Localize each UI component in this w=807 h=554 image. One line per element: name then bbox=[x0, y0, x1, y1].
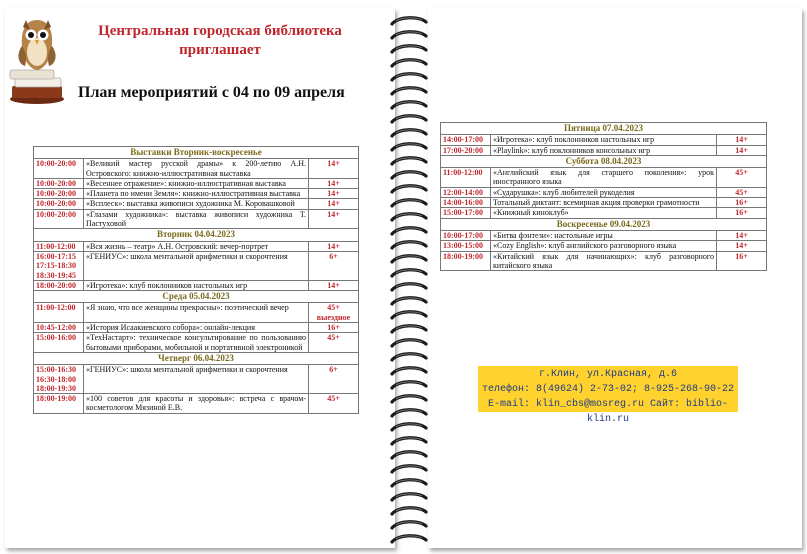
contact-address: г.Клин, ул.Красная, д.6 bbox=[538, 369, 678, 380]
table-row bbox=[34, 178, 359, 188]
event-time: 15:00-16:00 bbox=[34, 333, 84, 353]
event-age-rating: 45+ bbox=[309, 394, 359, 414]
section-header-row bbox=[34, 352, 359, 364]
event-time: 11:00-12:00 bbox=[441, 168, 491, 188]
section-heading: Суббота 08.04.2023 bbox=[441, 155, 767, 167]
event-description: «Китайский язык для начинающих»: клуб разговорного китайского языка bbox=[491, 251, 717, 271]
table-row bbox=[441, 241, 767, 251]
spiral-coil bbox=[392, 410, 426, 416]
spiral-coil bbox=[392, 242, 426, 248]
event-age-rating: 45+ bbox=[717, 187, 767, 197]
event-age-rating: 16+ bbox=[717, 251, 767, 271]
table-row bbox=[34, 280, 359, 290]
spiral-coil bbox=[392, 536, 426, 542]
event-description: «ТехНастарт»: техническое консультирование по пользованию бытовыми приборами, мобильной и портативной электроникой bbox=[84, 333, 309, 353]
event-description: «ГЕНИУС»: школа ментальной арифметики и скорочтения bbox=[84, 251, 309, 280]
event-description: «Книжный киноклуб» bbox=[491, 208, 717, 218]
event-description: «Playlink»: клуб поклонников консольных игр bbox=[491, 145, 717, 155]
table-row bbox=[34, 333, 359, 353]
spiral-coil bbox=[392, 424, 426, 430]
event-time: 18:00-20:00 bbox=[34, 280, 84, 290]
spiral-coil bbox=[392, 130, 426, 136]
event-time: 10:00-20:00 bbox=[34, 209, 84, 229]
event-time: 15:00-17:00 bbox=[441, 208, 491, 218]
table-row bbox=[34, 199, 359, 209]
spiral-coil bbox=[392, 144, 426, 150]
section-heading: Среда 05.04.2023 bbox=[34, 291, 359, 303]
table-row bbox=[34, 303, 359, 323]
section-heading: Воскресенье 09.04.2023 bbox=[441, 218, 767, 230]
spiral-coil bbox=[392, 46, 426, 52]
event-age-rating: 16+ bbox=[717, 198, 767, 208]
contact-box bbox=[478, 366, 738, 425]
section-heading: Четверг 06.04.2023 bbox=[34, 352, 359, 364]
event-time: 10:00-20:00 bbox=[34, 159, 84, 179]
section-header-row bbox=[441, 155, 767, 167]
spiral-coil bbox=[392, 508, 426, 514]
event-description: «Всплеск»: выставка живописи художника М. Коровашковой bbox=[84, 199, 309, 209]
table-row bbox=[34, 241, 359, 251]
table-row bbox=[34, 251, 359, 280]
event-age-rating: 14+ bbox=[309, 199, 359, 209]
event-description: «Битва фэнтези»: настольные игры bbox=[491, 230, 717, 240]
event-age-rating: 6+ bbox=[309, 251, 359, 280]
spiral-coil bbox=[392, 396, 426, 402]
spiral-coil bbox=[392, 354, 426, 360]
event-time: 11:00-12:00 bbox=[34, 241, 84, 251]
event-time: 14:00-16:00 bbox=[441, 198, 491, 208]
event-time: 10:00-20:00 bbox=[34, 178, 84, 188]
spiral-coil bbox=[392, 284, 426, 290]
event-time: 18:00-19:00 bbox=[34, 394, 84, 414]
table-row bbox=[441, 135, 767, 145]
table-row bbox=[34, 365, 359, 394]
section-header-row bbox=[441, 218, 767, 230]
spiral-coil bbox=[392, 368, 426, 374]
event-description: «100 советов для красоты и здоровья»: встреча с врачом-косметологом Мязиной Е.В. bbox=[84, 394, 309, 414]
event-age-rating: 14+ bbox=[717, 230, 767, 240]
section-header-row bbox=[34, 147, 359, 159]
event-time: 11:00-12:00 bbox=[34, 303, 84, 323]
event-age-rating: 45+ bbox=[309, 333, 359, 353]
table-row bbox=[441, 168, 767, 188]
section-heading: Пятница 07.04.2023 bbox=[441, 123, 767, 135]
table-row bbox=[34, 189, 359, 199]
event-time: 10:00-20:00 bbox=[34, 189, 84, 199]
event-age-rating: 14+ bbox=[717, 145, 767, 155]
title-line-2: приглашает bbox=[179, 42, 261, 58]
spiral-coil bbox=[392, 480, 426, 486]
event-age-rating: 14+ bbox=[309, 189, 359, 199]
event-time: 15:00-16:30 16:30-18:00 18:00-19:30 bbox=[34, 365, 84, 394]
event-age-rating: 14+ bbox=[309, 241, 359, 251]
spiral-coil bbox=[392, 60, 426, 66]
spiral-coil bbox=[392, 88, 426, 94]
event-age-rating: 45+ выездное bbox=[309, 303, 359, 323]
table-row bbox=[34, 209, 359, 229]
library-title bbox=[60, 22, 380, 60]
schedule-table-left bbox=[33, 146, 359, 414]
event-description: «Планета по имени Земля»: книжно-иллюстративная выставка bbox=[84, 189, 309, 199]
event-age-rating: 14+ bbox=[309, 209, 359, 229]
event-description: «Сударушка»: клуб любителей рукоделия bbox=[491, 187, 717, 197]
spiral-coil bbox=[392, 494, 426, 500]
owl-on-books-logo bbox=[6, 6, 68, 106]
event-time: 18:00-19:00 bbox=[441, 251, 491, 271]
contact-phone: телефон: 8(49624) 2-73-02; 8-925-268-90-22 bbox=[481, 384, 735, 395]
spiral-coil bbox=[392, 186, 426, 192]
event-time: 17:00-20:00 bbox=[441, 145, 491, 155]
spiral-coil bbox=[392, 298, 426, 304]
spiral-coil bbox=[392, 270, 426, 276]
spiral-coil bbox=[392, 312, 426, 318]
event-time: 12:00-14:00 bbox=[441, 187, 491, 197]
event-age-rating: 16+ bbox=[717, 208, 767, 218]
event-age-rating: 14+ bbox=[309, 159, 359, 179]
event-description: «ГЕНИУС»: школа ментальной арифметики и скорочтения bbox=[84, 365, 309, 394]
event-description: «Глазами художника»: выставка живописи художника Т. Пастуховой bbox=[84, 209, 309, 229]
table-row bbox=[441, 145, 767, 155]
event-age-rating: 14+ bbox=[717, 135, 767, 145]
spiral-coil bbox=[392, 340, 426, 346]
table-row bbox=[34, 323, 359, 333]
table-row bbox=[441, 198, 767, 208]
section-header-row bbox=[34, 229, 359, 241]
spiral-coil bbox=[392, 214, 426, 220]
event-description: «Английский язык для старшего поколения»: урок иностранного языка bbox=[491, 168, 717, 188]
event-time: 10:00-17:00 bbox=[441, 230, 491, 240]
spiral-coil bbox=[392, 200, 426, 206]
event-age-rating: 16+ bbox=[309, 323, 359, 333]
event-time: 13:00-15:00 bbox=[441, 241, 491, 251]
event-age-rating: 6+ bbox=[309, 365, 359, 394]
table-row bbox=[441, 230, 767, 240]
spiral-coil bbox=[392, 158, 426, 164]
schedule-table-right bbox=[440, 122, 767, 271]
spiral-coil bbox=[392, 326, 426, 332]
spiral-coil bbox=[392, 382, 426, 388]
event-description: «Великий мастер русской драмы» к 200-летию А.Н. Островского: книжно-иллюстративная выставка bbox=[84, 159, 309, 179]
event-age-rating: 14+ bbox=[309, 280, 359, 290]
event-description: «Игротека»: клуб поклонников настольных игр bbox=[84, 280, 309, 290]
spiral-coil bbox=[392, 256, 426, 262]
spiral-coil bbox=[392, 32, 426, 38]
spiral-coil bbox=[392, 18, 426, 24]
event-description: Тотальный диктант: всемирная акция проверки грамотности bbox=[491, 198, 717, 208]
spiral-coil bbox=[392, 522, 426, 528]
spiral-coil bbox=[392, 228, 426, 234]
spiral-coil bbox=[392, 438, 426, 444]
spiral-binding bbox=[388, 12, 430, 548]
table-row bbox=[34, 159, 359, 179]
event-description: «Cozy English»: клуб английского разговорного языка bbox=[491, 241, 717, 251]
table-row bbox=[441, 187, 767, 197]
section-header-row bbox=[34, 291, 359, 303]
event-time: 10:45-12:00 bbox=[34, 323, 84, 333]
spiral-coil bbox=[392, 116, 426, 122]
event-age-rating: 45+ bbox=[717, 168, 767, 188]
title-line-1: Центральная городская библиотека bbox=[98, 23, 342, 39]
event-description: «Вся жизнь – театр» А.Н. Островский: вечер-портрет bbox=[84, 241, 309, 251]
spiral-coil bbox=[392, 172, 426, 178]
event-age-rating: 14+ bbox=[309, 178, 359, 188]
table-row bbox=[34, 394, 359, 414]
section-heading: Вторник 04.04.2023 bbox=[34, 229, 359, 241]
event-time: 14:00-17:00 bbox=[441, 135, 491, 145]
section-header-row bbox=[441, 123, 767, 135]
event-time: 16:00-17:15 17:15-18:30 18:30-19:45 bbox=[34, 251, 84, 280]
spiral-coil bbox=[392, 102, 426, 108]
events-plan-subtitle: План мероприятий с 04 по 09 апреля bbox=[78, 84, 345, 101]
table-row bbox=[441, 251, 767, 271]
right-page bbox=[428, 8, 802, 548]
event-age-rating: 14+ bbox=[717, 241, 767, 251]
section-heading: Выставки Вторник-воскресенье bbox=[34, 147, 359, 159]
spiral-coil bbox=[392, 452, 426, 458]
event-description: «Весеннее отражение»: книжно-иллюстративная выставка bbox=[84, 178, 309, 188]
event-description: «История Исаакиевского собора»: онлайн-лекция bbox=[84, 323, 309, 333]
spiral-coil bbox=[392, 466, 426, 472]
event-description: «Игротека»: клуб поклонников настольных игр bbox=[491, 135, 717, 145]
table-row bbox=[441, 208, 767, 218]
event-time: 10:00-20:00 bbox=[34, 199, 84, 209]
event-description: «Я знаю, что все женщины прекрасны»: поэтический вечер bbox=[84, 303, 309, 323]
spiral-coil bbox=[392, 74, 426, 80]
contact-email-site: E-mail: klin_cbs@mosreg.ru Сайт: biblio-klin.ru bbox=[487, 399, 729, 425]
